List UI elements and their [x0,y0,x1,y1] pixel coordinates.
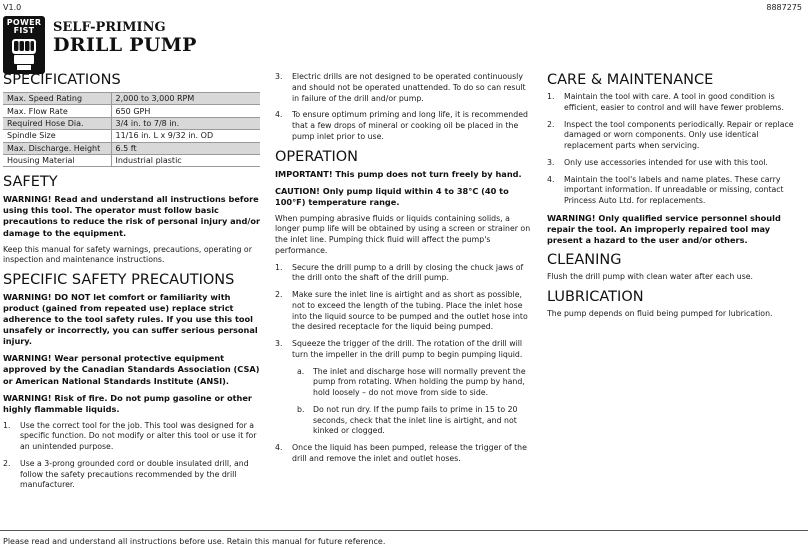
list-text: Secure the drill pump to a drill by closing the chuck jaws of the drill onto the shaft of the drill pump. [292,262,524,283]
specifications-table [3,92,260,167]
footer-divider [0,530,808,531]
part-number: 8887275 [766,3,802,12]
specifications-heading: SPECIFICATIONS [3,72,121,88]
column-2 [275,72,533,471]
safety-warning: WARNING! Risk of fire. Do not pump gasoline or other highly flammable liquids. [3,392,252,414]
spec-value: 6.5 ft [111,142,260,154]
safety-warning: WARNING! DO NOT let comfort or familiarity with product (gained from repeated use) replace strict adherence to the tool safety rules. If you use this tool unsafely or incorrectly, you can suffer serious personal injury. [3,292,258,347]
list-number: 4. [547,174,555,184]
list-text: Make sure the inlet line is airtight and as short as possible, not to exceed the length of the tubing. Place the inlet hose into the liquid source to be pumped and the outlet hose into the desired receptacle for the liquid being pumped. [292,290,528,332]
lubrication-heading: LUBRICATION [547,288,644,305]
list-number: 3. [547,157,555,167]
list-item [275,72,533,104]
list-item [3,421,260,453]
logo-text-power: POWER [6,18,42,27]
table-row [3,93,260,105]
spec-value: 650 GPH [111,105,260,117]
spec-label: Max. Discharge. Height [3,142,111,154]
list-item [547,175,805,207]
operation-steps [275,263,533,465]
list-item [275,290,533,333]
list-number: 4. [275,110,283,120]
care-heading: CARE & MAINTENANCE [547,72,714,88]
list-text: Only use accessories intended for use with this tool. [564,157,768,167]
list-text: Once the liquid has been pumped, release the trigger of the drill and remove the inlet and outlet hoses. [292,443,527,463]
list-number: 2. [547,119,555,129]
list-text: Electric drills are not designed to be operated continuously and should not be operated unattended. To do so can result in failure of the drill and/or pump. [292,72,526,103]
operation-heading: OPERATION [275,148,358,165]
operation-important: IMPORTANT! This pump does not turn freely by hand. [275,168,522,179]
logo-text-fist: FIST [13,26,35,35]
spec-label: Max. Flow Rate [3,105,111,117]
table-row [3,154,260,166]
list-item [275,110,533,142]
list-item [275,443,533,465]
power-fist-logo [3,16,45,74]
list-number: 3. [275,339,283,349]
list-item [547,92,805,114]
list-text: To ensure optimum priming and long life, it is recommended that a few drops of mineral or cooking oil be placed in the pump inlet prior to use. [292,110,528,141]
list-item [292,367,533,399]
list-number: 2. [275,290,283,300]
safety-heading: SAFETY [3,174,58,191]
care-warning: WARNING! Only qualified service personnel should repair the tool. An improperly repaired tool may present a hazard to the user and/or others. [547,212,781,245]
list-item [275,339,533,437]
list-text: Use the correct tool for the job. This tool was designed for a specific function. Do not modify or alter this tool or use it for an unintended purpose. [20,420,257,452]
list-text: Inspect the tool components periodically. Repair or replace damaged or worn components. Only use identical replacement parts when servicing. [564,119,794,150]
list-text: Maintain the tool with care. A tool in good condition is efficient, easier to control and will have fewer problems. [564,92,784,112]
list-number: 3. [275,72,283,81]
list-number: 4. [275,443,283,453]
footer-note: Please read and understand all instructions before use. Retain this manual for future reference. [3,537,386,546]
list-item [292,405,533,437]
header-brand [3,16,197,74]
fist-icon [9,37,39,71]
operation-caution: CAUTION! Only pump liquid within 4 to 38°C (40 to 100°F) temperature range. [275,185,509,207]
spec-label: Max. Speed Rating [3,93,111,105]
safety-list [3,421,260,492]
table-row [3,105,260,117]
list-text: Use a 3-prong grounded cord or double insulated drill, and follow the safety precautions recommended by the drill manufacturer. [20,458,249,490]
safety-warning: WARNING! Wear personal protective equipment approved by the Canadian Standards Association (CSA) or American National Standards Institute (ANSI). [3,353,260,386]
list-number: 1. [275,262,283,272]
spec-label: Spindle Size [3,130,111,142]
spec-value: 3/4 in. to 7/8 in. [111,117,260,129]
list-text: Maintain the tool's labels and name plates. These carry important information. If unreadable or missing, contact Princess Auto Ltd. for replacements. [564,174,784,205]
column-1 [3,72,260,497]
table-row [3,130,260,142]
list-letter: b. [297,404,305,414]
list-text: Squeeze the trigger of the drill. The rotation of the drill will turn the impeller in the drill pump to begin pumping liquid. [292,339,523,359]
safety-warning: WARNING! Read and understand all instructions before using this tool. The operator must follow basic precautions to reduce the risk of personal injury and/or damage to the equipment. [3,194,261,238]
cleaning-text: Flush the drill pump with clean water after each use. [547,271,754,281]
safety-text: Keep this manual for safety warnings, precautions, operating or inspection and maintenance instructions. [3,244,252,265]
list-text: The inlet and discharge hose will normally prevent the pump from rotating. When holding the pump by hand, hold loosely – do not move from side to side. [313,366,526,398]
safety-list-continued [275,72,533,143]
list-number: 2. [3,458,11,468]
table-row [3,142,260,154]
product-title-line1: SELF-PRIMING [53,19,166,35]
spec-value: 11/16 in. L x 9/32 in. OD [111,130,260,142]
product-title [53,21,197,56]
spec-value: Industrial plastic [111,154,260,166]
column-3 [547,72,805,325]
lubrication-text: The pump depends on fluid being pumped for lubrication. [547,308,773,318]
list-item [547,158,805,169]
operation-substeps [292,367,533,438]
list-item [3,459,260,491]
specific-safety-heading: SPECIFIC SAFETY PRECAUTIONS [3,272,235,289]
list-number: 1. [3,420,11,430]
cleaning-heading: CLEANING [547,251,622,268]
spec-label: Housing Material [3,154,111,166]
operation-intro: When pumping abrasive fluids or liquids containing solids, a longer pump life will be obtained by using a screen or strainer on the inlet line. Pumping thick fluid will affect the pump's performance. [275,213,531,255]
list-item [275,263,533,285]
spec-value: 2,000 to 3,000 RPM [111,93,260,105]
table-row [3,117,260,129]
product-title-line2: DRILL PUMP [53,33,197,56]
care-list [547,92,805,207]
list-letter: a. [297,366,305,376]
list-text: Do not run dry. If the pump fails to prime in 15 to 20 seconds, check that the inlet line is airtight, and not kinked or clogged. [313,404,518,436]
list-number: 1. [547,92,555,101]
spec-label: Required Hose Dia. [3,117,111,129]
list-item [547,120,805,152]
version-label: V1.0 [3,3,22,12]
